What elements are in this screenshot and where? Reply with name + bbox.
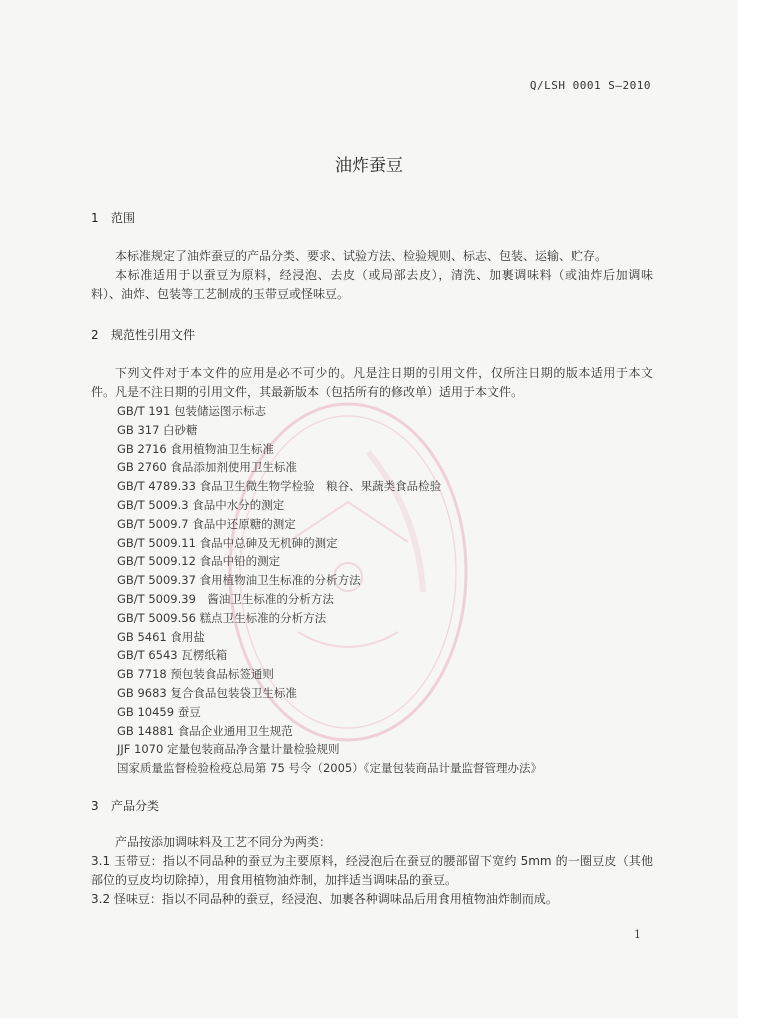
reference-list <box>117 402 542 778</box>
scope-paragraph-1: 本标准规定了油炸蚕豆的产品分类、要求、试验方法、检验规则、标志、包装、运输、贮存。 <box>115 249 608 263</box>
list-item: GB/T 5009.3 食品中水分的测定 <box>117 497 285 512</box>
list-item: 国家质量监督检验检疫总局第 75 号令（2005）《定量包装商品计量监督管理办法》 <box>117 761 542 776</box>
list-item: GB 2760 食品添加剂使用卫生标准 <box>117 460 297 475</box>
section-title: 产品分类 <box>111 799 160 813</box>
standard-code: Q/LSH 0001 S—2010 <box>529 79 651 92</box>
list-item: GB/T 5009.37 食用植物油卫生标准的分析方法 <box>117 573 361 588</box>
list-item: GB 10459 蚕豆 <box>117 704 201 719</box>
list-item: GB/T 6543 瓦楞纸箱 <box>117 648 228 663</box>
list-item: GB/T 5009.39 酱油卫生标准的分析方法 <box>117 591 334 606</box>
list-item: JJF 1070 定量包装商品净含量计量检验规则 <box>117 742 340 757</box>
section-number: 1 <box>91 211 99 225</box>
list-item: GB/T 191 包装储运图示标志 <box>117 404 266 418</box>
section-3-heading <box>91 797 159 814</box>
list-item: GB/T 5009.11 食品中总砷及无机砷的测定 <box>117 535 338 550</box>
section-title: 范围 <box>111 211 136 225</box>
list-item: GB 317 白砂糖 <box>117 422 198 437</box>
scope-paragraph-2: 本标准适用于以蚕豆为原料，经浸泡、去皮（或局部去皮），清洗、加裹调味料（或油炸后加调味料）、油炸、包装等工艺制成的玉带豆或怪味豆。 <box>91 268 653 301</box>
section-2-heading <box>91 326 195 343</box>
list-item: GB/T 5009.12 食品中铅的测定 <box>117 554 281 569</box>
references-intro: 下列文件对于本文件的应用是必不可少的。凡是注日期的引用文件，仅所注日期的版本适用于本文件。凡是不注日期的引用文件，其最新版本（包括所有的修改单）适用于本文件。 <box>91 366 653 399</box>
classification-3-2: 3.2 怪味豆：指以不同品种的蚕豆，经浸泡、加裹各种调味品后用食用植物油炸制而成。 <box>91 892 558 906</box>
list-item: GB/T 4789.33 食品卫生微生物学检验 粮谷、果蔬类食品检验 <box>117 479 442 494</box>
list-item: GB 2716 食用植物油卫生标准 <box>117 441 274 456</box>
page-number: 1 <box>634 928 641 941</box>
list-item: GB 7718 预包装食品标签通则 <box>117 667 274 682</box>
page-edge <box>738 0 757 1024</box>
section-title: 规范性引用文件 <box>111 328 196 342</box>
classification-intro: 产品按添加调味料及工艺不同分为两类： <box>115 835 332 849</box>
section-1-heading <box>91 209 135 226</box>
list-item: GB/T 5009.7 食品中还原糖的测定 <box>117 516 296 531</box>
classification-3-1: 3.1 玉带豆：指以不同品种的蚕豆为主要原料，经浸泡后在蚕豆的腰部留下宽约 5mm 的一圈豆皮（其他部位的豆皮均切除掉），用食用植物油炸制，加拌适当调味品的蚕豆。 <box>91 854 653 887</box>
section-number: 3 <box>91 799 99 813</box>
document-title: 油炸蚕豆 <box>335 156 403 176</box>
section-number: 2 <box>91 328 99 342</box>
list-item: GB/T 5009.56 糕点卫生标准的分析方法 <box>117 610 327 625</box>
list-item: GB 14881 食品企业通用卫生规范 <box>117 723 293 738</box>
list-item: GB 5461 食用盐 <box>117 629 205 644</box>
list-item: GB 9683 复合食品包装袋卫生标准 <box>117 685 297 700</box>
